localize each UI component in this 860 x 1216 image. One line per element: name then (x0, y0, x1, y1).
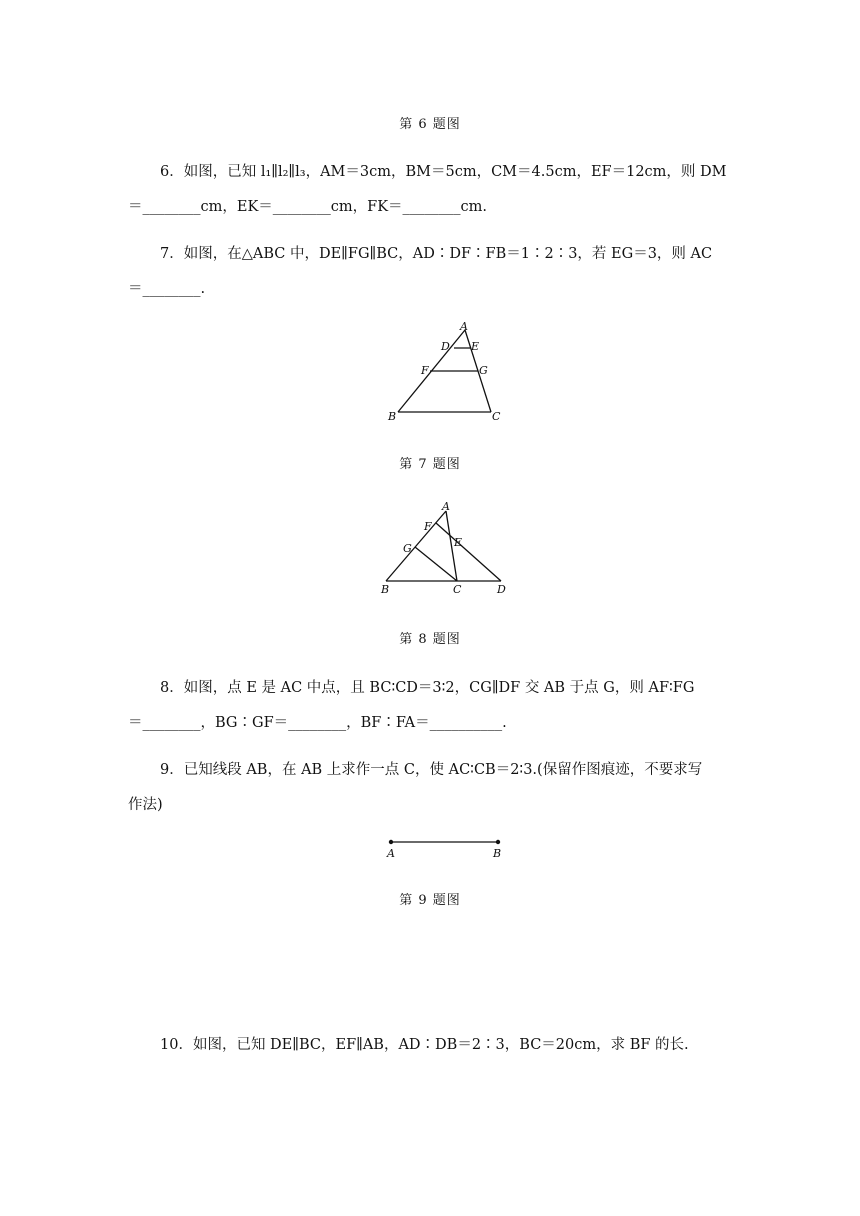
fig6-caption: 第 6 题图 (399, 117, 461, 132)
q9-line1: 9．已知线段 AB，在 AB 上求作一点 C，使 AC∶CB＝2∶3.(保留作图痕迹，不要求写 (160, 762, 703, 778)
fig8-label-d: D (497, 583, 506, 596)
q7-line1: 7．如图，在△ABC 中，DE∥FG∥BC，AD∶DF∶FB＝1∶2∶3，若 EG＝3，则 AC (160, 246, 713, 262)
q6-line2: ＝________cm，EK＝________cm，FK＝________cm. (128, 199, 488, 215)
fig8-label-e: E (454, 536, 463, 549)
fig7-label-b: B (388, 410, 397, 423)
q8-line2: ＝________，BG∶GF＝________，BF∶FA＝__________. (128, 715, 507, 731)
fig9-point-a (389, 840, 393, 844)
fig7-label-a: A (460, 320, 468, 333)
q6-line1: 6．如图，已知 l₁∥l₂∥l₃，AM＝3cm，BM＝5cm，CM＝4.5cm，EF＝12cm，则 DM (160, 164, 727, 180)
fig9-segment-diagram (380, 832, 510, 862)
fig8-label-g: G (403, 542, 412, 555)
fig8-label-a: A (442, 500, 450, 513)
fig8-label-c: C (453, 583, 462, 596)
fig9-label-a: A (387, 847, 395, 860)
fig7-caption: 第 7 题图 (399, 457, 461, 472)
fig7-label-f: F (421, 364, 429, 377)
q10-line1: 10．如图，已知 DE∥BC，EF∥AB，AD∶DB＝2∶3，BC＝20cm，求 BF 的长. (160, 1037, 689, 1053)
fig7-label-e: E (471, 340, 480, 353)
fig7-label-c: C (492, 410, 501, 423)
fig7-label-g: G (479, 364, 488, 377)
fig9-caption: 第 9 题图 (399, 893, 461, 908)
fig7-triangle-diagram (380, 318, 510, 426)
fig8-label-f: F (424, 520, 432, 533)
fig8-label-b: B (381, 583, 390, 596)
fig8-triangle-diagram (375, 497, 515, 599)
fig9-label-b: B (493, 847, 502, 860)
fig8-side-ab (386, 511, 446, 581)
fig9-point-b (496, 840, 500, 844)
fig7-label-d: D (441, 340, 450, 353)
q8-line1: 8．如图，点 E 是 AC 中点，且 BC∶CD＝3∶2，CG∥DF 交 AB 于点 G，则 AF∶FG (160, 680, 695, 696)
q9-line2: 作法) (128, 797, 163, 813)
q7-line2: ＝________. (128, 281, 206, 297)
fig8-caption: 第 8 题图 (399, 632, 461, 647)
fig8-segment-gc (415, 547, 457, 581)
